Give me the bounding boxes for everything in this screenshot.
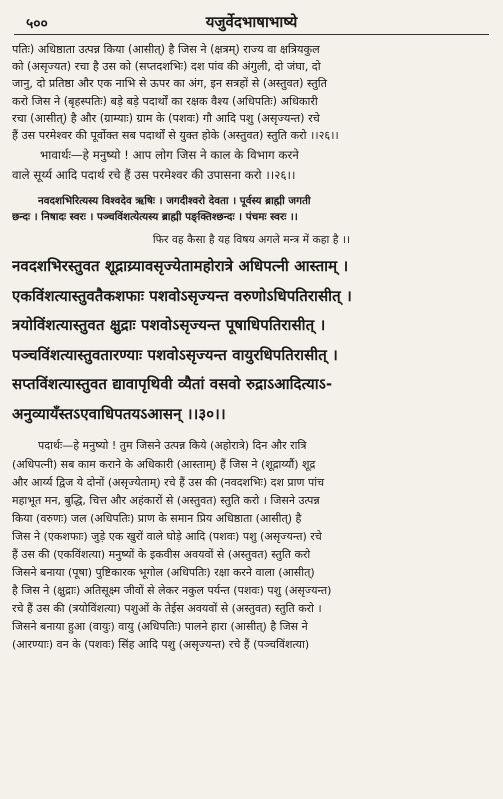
- text-line: छन्दः । निषादः स्वरः । पञ्चविंशत्येत्यस्य ब्राह्मी पङ्क्तिश्छन्दः । पंचमः स्वरः ।।: [12, 211, 298, 224]
- text-line: भावार्थः—हे मनुष्यो ! आप लोग जिस ने काल के विभाग करने: [40, 148, 299, 163]
- text-line: (आरण्याः) वन के (पशवः) सिंह आदि पशु (असृज्यन्त) रचे हैं (पञ्चविंशत्या): [12, 638, 310, 652]
- mantra-verse: [12, 252, 491, 429]
- rishi-devata-metadata: [12, 193, 491, 225]
- text-line: महाभूत मन, बुद्धि, चित्त और अहंकारों से (अस्तुवत) स्तुति करो । जिसने उत्पन्न: [12, 493, 320, 507]
- text-line: रचा (आसीत्) है और (ग्राम्याः) ग्राम के (पशवः) गौ आदि पशु (असृज्यन्त) रचे: [12, 111, 320, 125]
- mantra-line: एकविंशत्यास्तुवतैकशफाः पशवोऽसृज्यन्त वरुणोऽधिपतिरासीत् ।: [12, 286, 352, 305]
- header-rule: [14, 34, 489, 35]
- page-number: ५००: [26, 16, 48, 32]
- text-line: जिस ने (एकशफाः) जुड़े एक खुरों वाले घोड़े आदि (पशवः) पशु (असृज्यन्त) रचे: [12, 529, 322, 543]
- text-line: रचे हैं उस की (त्रयोविंशत्या) पशुओं के तेईस अवयवों से (अस्तुवत) स्तुति करो ।: [12, 602, 322, 616]
- mantra-intro: फिर वह कैसा है यह विषय अगले मन्त्र में कहा है ।।: [152, 233, 351, 247]
- text-line: जिसने बनाया (पूषा) पुष्टिकारक भूगोल (अधिपतिः) रक्षा करने वाला (आसीत्): [12, 566, 315, 580]
- text-line: हैं उस परमेश्वर की पूर्वोक्त सब पदार्थों से युक्त होके (अस्तुवत) स्तुति करो ।।२६।।: [12, 129, 339, 143]
- mantra-line: सप्तविंशत्यास्तुवत द्यावापृथिवी व्यैतां वसवो रुद्राऽआदित्याऽ-: [12, 375, 333, 394]
- text-line: करो जिस ने (बृहस्पतिः) बड़े बड़े पदार्थों का रक्षक वैश्य (अधिपतिः) अधिकारी: [12, 94, 318, 108]
- text-line: और आर्य्य द्विज ये दोनों (असृज्येताम्) रचे हैं उस की (नवदशभिः) दश प्राण पांच: [12, 475, 325, 489]
- text-line: को (असृज्यत) रचा है उस को (सप्तदशभिः) दश पांव की अंगुली, दो जंघा, दो: [12, 60, 321, 74]
- padartha-paragraph: [12, 437, 491, 654]
- text-line: (अधिपत्नी) सब काम कराने के अधिकारी (आस्ताम्) हैं जिस ने (शूद्रार्य्यौ) शूद्र: [12, 457, 316, 471]
- text-line: नवदशभिरित्यस्य विश्वदेव ऋषिः । जगदीश्वरो देवता । पूर्वस्य ब्राह्मी जगती: [38, 195, 311, 208]
- text-line: पदार्थः—हे मनुष्यो ! तुम जिसने उत्पन्न किये (अहोरात्रे) दिन और रात्रि: [38, 439, 307, 453]
- text-line: जानु, दो प्रतिष्ठा और एक नाभि से ऊपर का अंग, इन सत्रहों से (अस्तुवत) स्तुति: [12, 77, 327, 91]
- text-line: हैं उस की (एकविंशत्या) मनुष्यों के इकवीस अवयवों से (अस्तुवत) स्तुति करो: [12, 547, 311, 561]
- text-line: वाले सूर्य्य आदि पदार्थ रचे हैं उस परमेश्वर की उपासना करो ।।२६।।: [12, 168, 296, 183]
- running-title: यजुर्वेदभाषाभाष्ये: [205, 13, 298, 31]
- text-line: जिसने बनाया हुआ (वायुः) वायु (अधिपतिः) पालने हारा (आसीत्) है जिस ने: [12, 620, 308, 634]
- page-header: [12, 0, 491, 34]
- mantra-line: पञ्चविंशत्यास्तुवतारण्याः पशवोऽसृज्यन्त वायुरधिपतिरासीत् ।: [12, 345, 338, 364]
- text-line: किया (वरुणः) जल (अधिपतिः) प्राण के समान प्रिय अधिष्ठाता (आसीत्) है: [12, 511, 302, 525]
- mantra-line: नवदशभिरस्तुवत शूद्राय्र्यावसृज्येतामहोरात्रे अधिपत्नी आस्ताम् ।: [12, 257, 349, 276]
- text-line: पतिः) अधिष्ठाता उत्पन्न किया (आसीत्) है जिस ने (क्षत्रम्) राज्य वा क्षत्रियकुल: [12, 43, 320, 56]
- mantra-line: अनुव्यायँस्तऽएवाधिपतयऽआसन् ।।३०।।: [12, 404, 226, 423]
- mantra-line: त्रयोविंशत्यास्तुवत क्षुद्राः पशवोऽसृज्यन्त पूषाधिपतिरासीत् ।: [12, 316, 326, 335]
- text-line: है जिस ने (क्षुद्राः) अतिसूक्ष्म जीवों से लेकर नकुल पर्यन्त (पशवः) पशु (असृज्यन्त): [12, 584, 332, 598]
- continuation-paragraph: [12, 41, 491, 144]
- bhavartha-paragraph: [12, 145, 491, 185]
